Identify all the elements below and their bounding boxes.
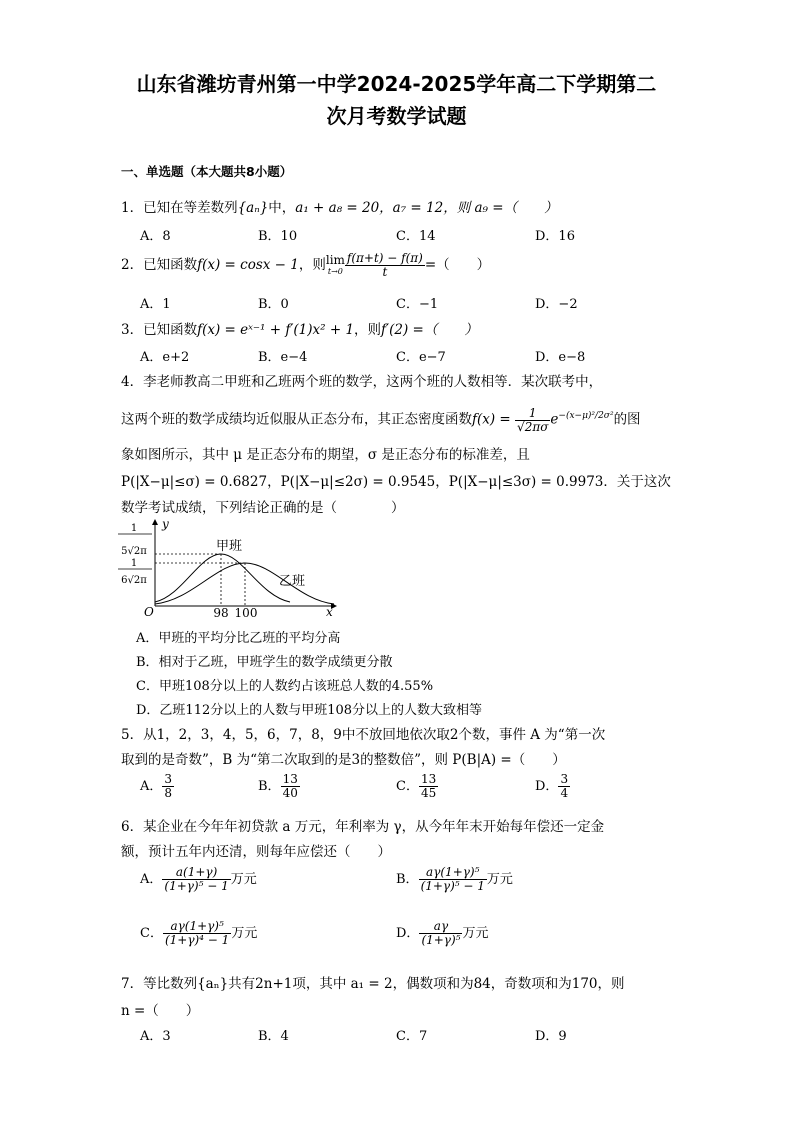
curve-label-class-b: 乙班	[279, 574, 306, 589]
y-tick-bottom-num: 1	[130, 558, 138, 569]
q4-density-lhs: f(x) =	[472, 411, 511, 428]
q4-density-exponent: −(x−μ)²/2σ²	[558, 411, 614, 421]
q1-stem-a: 1．已知在等差数列	[121, 200, 238, 216]
q4-line-3: 象如图所示，其中 μ 是正态分布的期望，σ 是正态分布的标准差，且	[121, 447, 530, 463]
q7-option-a[interactable]: A．3	[140, 1029, 171, 1044]
q3-stem-a: 3．已知函数	[121, 322, 198, 338]
x-axis-label: x	[326, 605, 333, 619]
q5-option-b[interactable]: B． $\frac{13}{40}$	[258, 772, 298, 800]
q6-option-d[interactable]: D． $\frac{a\gamma}{\text{(1+γ)⁵}}$ 万元	[396, 919, 489, 947]
q1-option-b[interactable]: B．10	[258, 229, 298, 244]
question-1-stem	[121, 196, 558, 216]
q7-line-2: n =（ ）	[121, 1003, 200, 1019]
question-3-stem	[121, 318, 478, 338]
q4-line-2: 这两个班的数学成绩均近似服从正态分布，其正态密度函数f(x) = $\frac{1}{√2\pi\sigma}$ $e^{-(x-\mu)^2/2\sigma^2}$的图	[121, 405, 641, 434]
q2-option-c[interactable]: C．−1	[396, 297, 439, 312]
q2-stem-b: ，则	[298, 257, 326, 273]
q1-sequence: {aₙ}	[237, 200, 269, 216]
q5-option-a[interactable]: A． $\frac{3}{8}$	[140, 772, 173, 800]
q1-option-d[interactable]: D．16	[535, 229, 575, 244]
q4-option-d[interactable]: D．乙班112分以上的人数与甲班108分以上的人数大致相等	[136, 703, 483, 718]
q4-density-e: e	[550, 411, 559, 428]
x-tick-98: 98	[213, 606, 229, 620]
y-tick-bottom-den: 6√2π	[121, 575, 147, 586]
q3-option-d[interactable]: D．e−8	[535, 350, 586, 365]
q4-option-a[interactable]: A．甲班的平均分比乙班的平均分高	[136, 631, 341, 646]
q5-line-2: 取到的是奇数”，B 为“第二次取到的是3的整数倍”，则 P(B|A) =（ ）	[121, 752, 566, 768]
normal-distribution-graph	[112, 516, 342, 620]
section-heading: 一、单选题（本大题共8小题）	[121, 164, 293, 179]
curve-class-a	[155, 554, 290, 602]
curve-class-b	[155, 563, 334, 604]
q4-option-b[interactable]: B．相对于乙班，甲班学生的数学成绩更分散	[136, 655, 393, 670]
q3-option-c[interactable]: C．e−7	[396, 350, 446, 365]
q3-ask: f′(2) =（ ）	[381, 322, 478, 338]
q6-option-b[interactable]: B． $\frac{\text{aγ(1+γ)⁵}}{\text{(1+γ)⁵ − 1}}$ 万元	[396, 865, 513, 893]
q1-option-c[interactable]: C．14	[396, 229, 436, 244]
q6-line-2: 额，预计五年内还清，则每年应偿还（ ）	[121, 844, 391, 860]
y-tick-top-num: 1	[130, 523, 138, 534]
q2-option-d[interactable]: D．−2	[535, 297, 578, 312]
curve-label-class-a: 甲班	[216, 539, 243, 554]
q6-option-c[interactable]: C． $\frac{\text{aγ(1+γ)⁵}}{\text{(1+γ)⁴ − 1}}$ 万元	[140, 919, 258, 947]
q4-line-4: P(|X−μ|≤σ) = 0.6827，P(|X−μ|≤2σ) = 0.9545，P(|X−μ|≤3σ) = 0.9973．关于这次	[121, 474, 671, 490]
q1-stem-b: 中，	[268, 200, 296, 216]
question-2-stem	[121, 250, 490, 280]
y-tick-top-den: 5√2π	[121, 546, 147, 557]
q4-option-c[interactable]: C．甲班108分以上的人数约占该班总人数的4.55%	[136, 679, 434, 694]
q7-option-b[interactable]: B．4	[258, 1029, 289, 1044]
q2-option-a[interactable]: A．1	[140, 297, 171, 312]
q6-option-a[interactable]: A． $\frac{a(1+\gamma)}{\text{(1+γ)⁵ − 1}}$ 万元	[140, 865, 257, 893]
q2-function: f(x) = cosx − 1	[197, 257, 299, 273]
q3-function: f(x) = eˣ⁻¹ + f′(1)x² + 1	[197, 322, 355, 338]
origin-label: O	[144, 605, 154, 619]
q3-stem-b: ，则	[354, 322, 382, 338]
q4-line-5: 数学考试成绩，下列结论正确的是（ ）	[121, 500, 405, 516]
q1-condition: a₁ + a₈ = 20，a₇ = 12，则 a₉ =（ ）	[295, 200, 558, 216]
q6-line-1: 6．某企业在今年年初贷款 a 万元，年利率为 γ，从今年年末开始每年偿还一定金	[121, 819, 605, 835]
x-tick-100: 100	[234, 606, 258, 620]
q4-line-1: 4．李老师教高二甲班和乙班两个班的数学，这两个班的人数相等．某次联考中，	[121, 374, 603, 390]
q5-option-c[interactable]: C． $\frac{13}{45}$	[396, 772, 437, 800]
q5-option-d[interactable]: D． $\frac{3}{4}$	[535, 772, 569, 800]
q2-stem-c: =（ ）	[424, 257, 491, 273]
q3-option-a[interactable]: A．e+2	[140, 350, 190, 365]
q5-line-1: 5．从1，2，3，4，5，6，7，8，9中不放回地依次取2个数，事件 A 为“第一次	[121, 727, 606, 743]
y-axis-label: y	[162, 517, 169, 531]
q7-line-1: 7．等比数列{aₙ}共有2n+1项，其中 a₁ = 2，偶数项和为84，奇数项和为170，则	[121, 976, 625, 992]
q3-option-b[interactable]: B．e−4	[258, 350, 308, 365]
q2-limit: lim t→0	[325, 252, 345, 276]
q2-option-b[interactable]: B．0	[258, 297, 289, 312]
exam-title-line1: 山东省潍坊青州第一中学2024-2025学年高二下学期第二	[136, 72, 657, 96]
q2-stem-a: 2．已知函数	[121, 257, 198, 273]
q7-option-c[interactable]: C．7	[396, 1029, 428, 1044]
q2-difference-quotient: $\frac{f(\pi+t) - f(\pi)}{t}$	[346, 251, 423, 279]
q4-density-coefficient: $\frac{1}{√2\pi\sigma}$	[517, 405, 549, 434]
exam-title-line2: 次月考数学试题	[326, 104, 467, 128]
q1-option-a[interactable]: A．8	[140, 229, 171, 244]
q7-option-d[interactable]: D．9	[535, 1029, 567, 1044]
